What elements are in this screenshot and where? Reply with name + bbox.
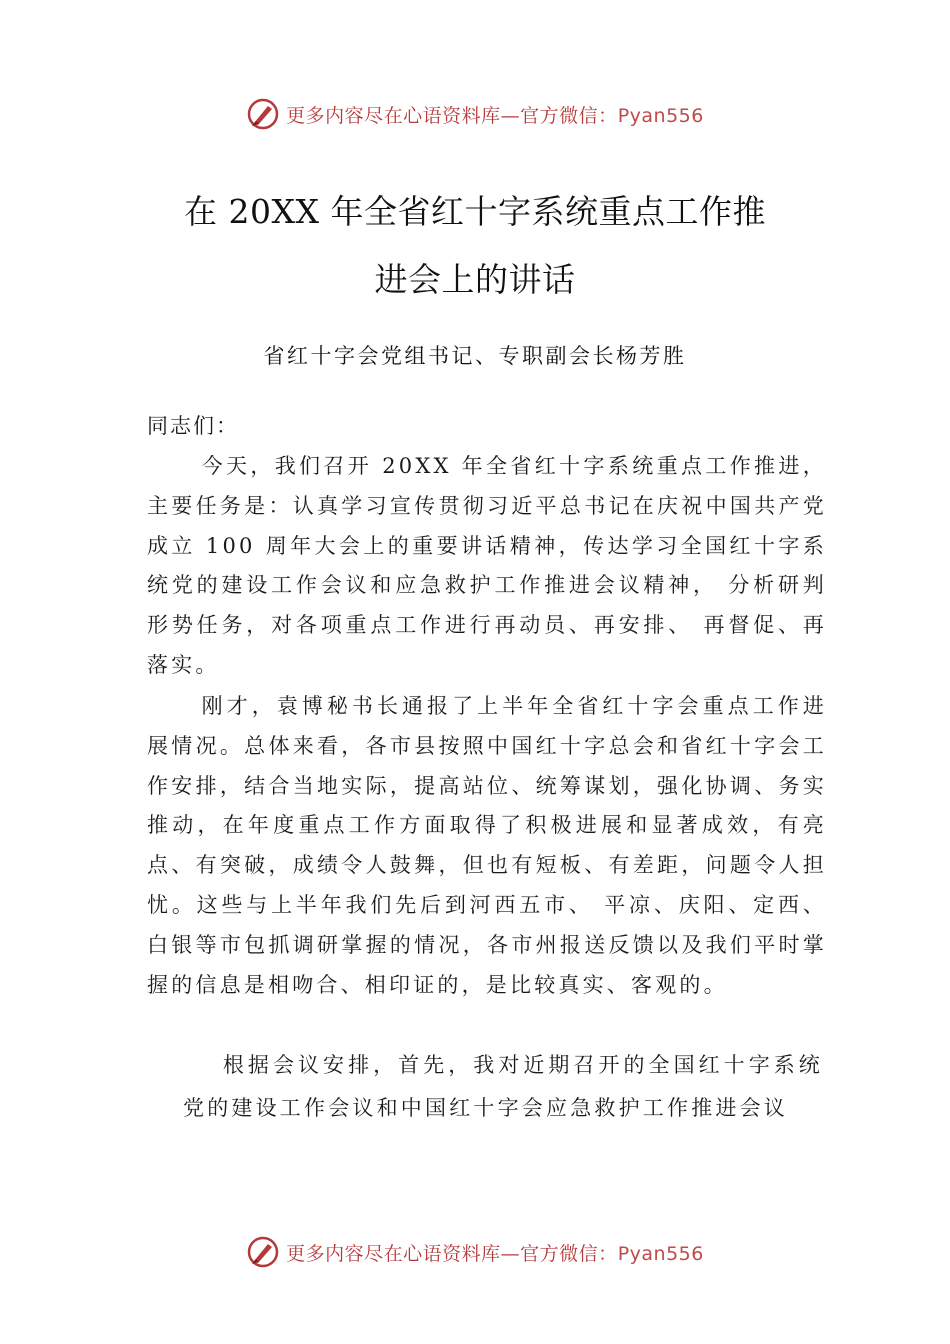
paragraph-3: 根据会议安排，首先，我对近期召开的全国红十字系统党的建设工作会议和中国红十字会应急救护工作推进会议 [183, 1053, 823, 1120]
wechat-id: Pyan556 [617, 104, 704, 127]
banner-text: 更多内容尽在心语资料库—官方微信：Pyan556 [286, 1242, 704, 1265]
header-watermark-banner [0, 94, 950, 134]
paragraph-2: 刚才，袁博秘书长通报了上半年全省红十字会重点工作进展情况。总体来看，各市县按照中国红十字总会和省红十字会工作安排，结合当地实际，提高站位、统筹谋划，强化协调、务实推动，在年度重点工作方面取得了积极进展和显著成效，有亮点、有突破，成绩令人鼓舞，但也有短板、有差距，问题令人担忧。这些与上半年我们先后到河西五市、 平凉、庆阳、定西、白银等市包抓调研掌握的情况，各市州报送反馈以及我们平时掌握的信息是相吻合、相印证的，是比较真实、客观的。 [147, 694, 827, 997]
footer-watermark-banner [0, 1232, 950, 1272]
banner-text: 更多内容尽在心语资料库—官方微信：Pyan556 [286, 104, 704, 127]
author-line: 省红十字会党组书记、专职副会长杨芳胜 [263, 344, 687, 368]
greeting: 同志们： [147, 414, 239, 438]
pen-logo-icon [246, 1235, 280, 1269]
pen-logo-icon [246, 97, 280, 131]
wechat-id: Pyan556 [617, 1242, 704, 1265]
document-title-line-1: 在 20XX 年全省红十字系统重点工作推 [184, 192, 766, 231]
paragraph-1: 今天，我们召开 20XX 年全省红十字系统重点工作推进，主要任务是：认真学习宣传贯彻习近平总书记在庆祝中国共产党成立 100 周年大会上的重要讲话精神，传达学习全国红十字系统党的建设工作会议和应急救护工作推进会议精神， 分析研判形势任务，对各项重点工作进行再动员、再安排、 再督促、再落实。 [147, 454, 827, 677]
document-title-line-2: 进会上的讲话 [374, 260, 576, 299]
